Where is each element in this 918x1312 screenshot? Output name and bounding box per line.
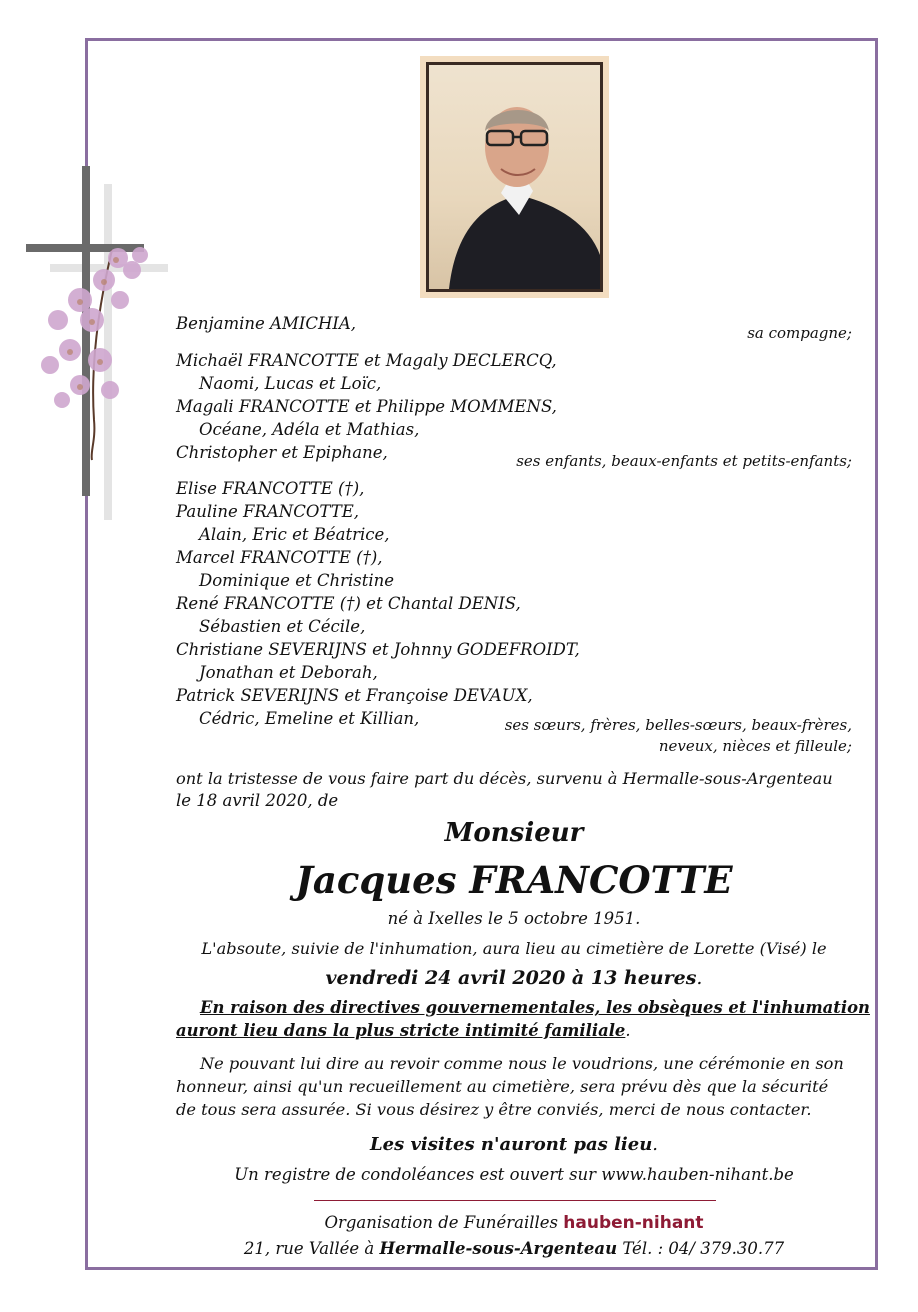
sibling-line: Dominique et Christine — [199, 571, 395, 590]
register-line: Un registre de condoléances est ouvert sur www.hauben-nihant.be — [234, 1165, 794, 1184]
footer-divider — [314, 1200, 716, 1201]
ceremony-date: vendredi 24 avril 2020 à 13 heures — [325, 967, 697, 989]
ceremony-date-line: vendredi 24 avril 2020 à 13 heures. — [325, 967, 703, 989]
sibling-line: Marcel FRANCOTTE (†), — [176, 548, 383, 567]
paragraph-line: de tous sera assurée. Si vous désirez y être conviés, merci de nous contacter. — [176, 1100, 812, 1119]
cross-with-orchid-icon — [20, 160, 190, 530]
siblings-role: neveux, nièces et filleule; — [658, 737, 852, 755]
portrait-photo — [426, 62, 603, 292]
address-line: 21, rue Vallée à Hermalle-sous-Argenteau Tél. : 04/ 379.30.77 — [243, 1239, 785, 1258]
children-role: ses enfants, beaux-enfants et petits-enfants; — [516, 452, 852, 470]
siblings-role: ses sœurs, frères, belles-sœurs, beaux-frères, — [504, 716, 852, 734]
brand-logo: hauben-nihant — [563, 1213, 704, 1233]
notice-line: auront lieu dans la plus stricte intimité familiale. — [176, 1021, 631, 1040]
ceremony-info: L'absoute, suivie de l'inhumation, aura lieu au cimetière de Lorette (Visé) le — [201, 939, 827, 958]
paragraph-line: honneur, ainsi qu'un recueillement au cimetière, sera prévu dès que la sécurité — [176, 1077, 829, 1096]
organisation-line: Organisation de Funérailles hauben-nihant — [324, 1213, 704, 1233]
honorific: Monsieur — [444, 818, 584, 848]
sibling-line: Elise FRANCOTTE (†), — [176, 479, 365, 498]
notice-line: En raison des directives gouvernementales, les obsèques et l'inhumation — [200, 998, 870, 1017]
announcement-text: le 18 avril 2020, de — [176, 791, 339, 810]
portrait-frame — [420, 56, 609, 298]
sibling-line: Sébastien et Cécile, — [199, 617, 366, 636]
partner-role: sa compagne; — [747, 324, 852, 342]
child-line: Naomi, Lucas et Loïc, — [199, 374, 382, 393]
paragraph-line: Ne pouvant lui dire au revoir comme nous le voudrions, une cérémonie en son — [200, 1054, 844, 1073]
birth-info: né à Ixelles le 5 octobre 1951. — [387, 909, 641, 928]
sibling-line: Jonathan et Deborah, — [199, 663, 378, 682]
child-line: Magali FRANCOTTE et Philippe MOMMENS, — [176, 397, 557, 416]
deceased-name: Jacques FRANCOTTE — [295, 858, 733, 902]
announcement-text: ont la tristesse de vous faire part du décès, survenu à Hermalle-sous-Argenteau — [176, 769, 833, 788]
partner-name: Benjamine AMICHIA, — [176, 314, 357, 333]
sibling-line: Christiane SEVERIJNS et Johnny GODEFROIDT, — [176, 640, 580, 659]
child-line: Christopher et Epiphane, — [176, 443, 388, 462]
sibling-line: Patrick SEVERIJNS et Françoise DEVAUX, — [176, 686, 533, 705]
sibling-line: Cédric, Emeline et Killian, — [199, 709, 420, 728]
child-line: Michaël FRANCOTTE et Magaly DECLERCQ, — [176, 351, 557, 370]
sibling-line: Alain, Eric et Béatrice, — [199, 525, 390, 544]
visits-line: Les visites n'auront pas lieu. — [369, 1134, 659, 1155]
sibling-line: Pauline FRANCOTTE, — [176, 502, 359, 521]
sibling-line: René FRANCOTTE (†) et Chantal DENIS, — [176, 594, 521, 613]
child-line: Océane, Adéla et Mathias, — [199, 420, 420, 439]
